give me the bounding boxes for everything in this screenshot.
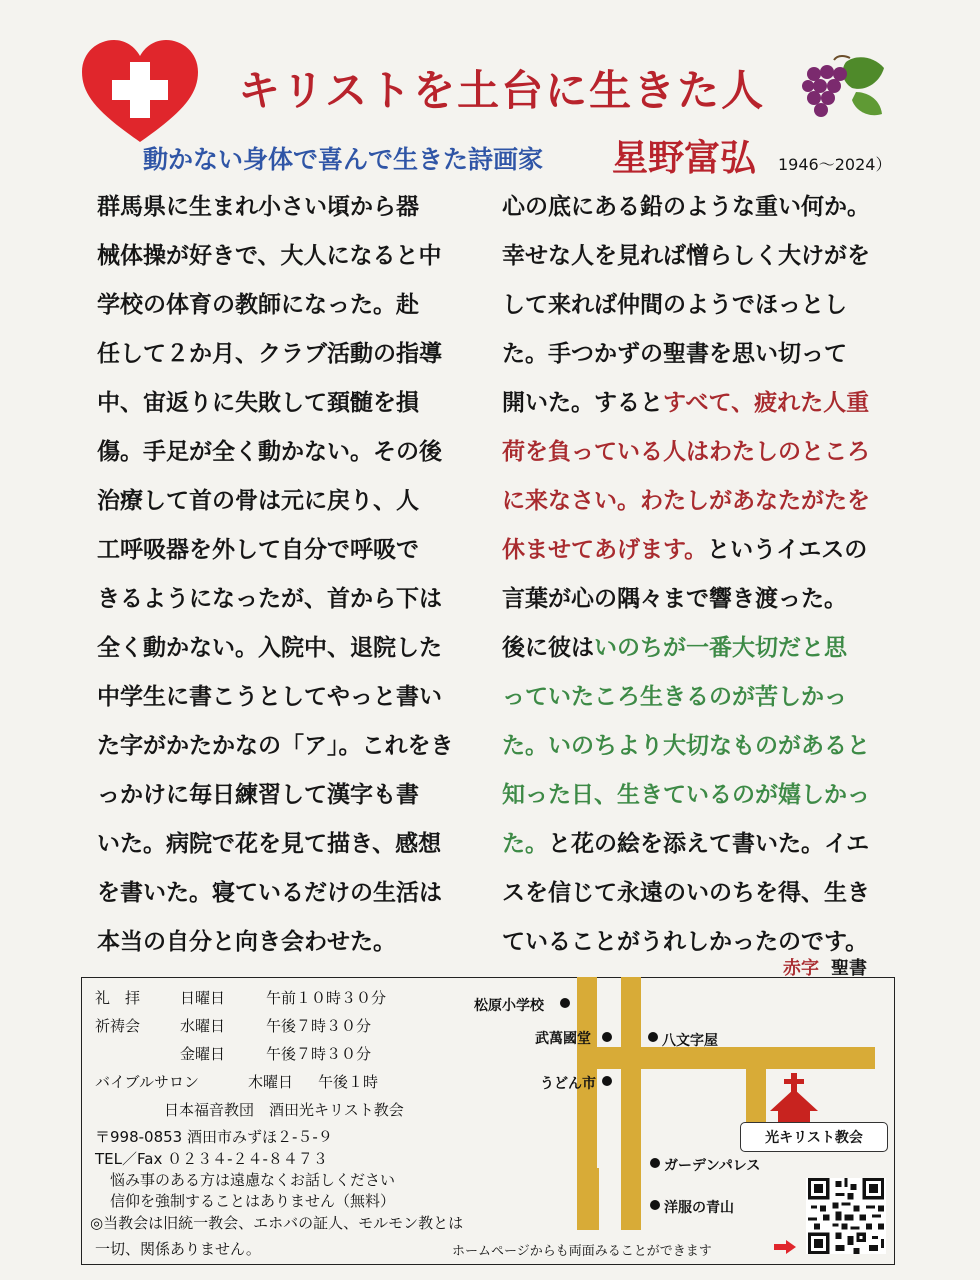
map-marker [650, 1200, 660, 1210]
text-segment: スを信じて永遠のいのちを得、生き [502, 880, 870, 906]
legend-meaning: 聖書 [831, 958, 867, 979]
prayer-day-2: 金曜日 [180, 1045, 226, 1063]
legend-red-label: 赤字 [783, 958, 819, 979]
text-line: っかけに毎日練習して漢字も書 [97, 782, 419, 808]
text-line: 治療して首の骨は元に戻り、人 [97, 488, 419, 514]
text-line: 群馬県に生まれ小さい頃から器 [97, 194, 419, 220]
note-no-force: 信仰を強制することはありません（無料） [110, 1192, 396, 1210]
qr-code-icon [806, 1178, 886, 1254]
text-line [502, 575, 892, 624]
note-consult: 悩み事のある方は遠慮なくお話しください [110, 1171, 396, 1189]
church-organization: 日本福音教団 酒田光キリスト教会 [164, 1101, 404, 1119]
text-line [502, 477, 892, 526]
text-line [502, 869, 892, 918]
person-name: 星野富弘 [612, 138, 757, 179]
text-segment: た。手つかずの聖書を思い切って [502, 341, 847, 367]
prayer-time-2: 午後７時３０分 [266, 1045, 372, 1063]
text-line [502, 330, 892, 379]
salon-day: 木曜日 [248, 1073, 294, 1091]
scripture-segment: 荷を負っている人はわたしのところ [502, 439, 870, 465]
text-line [502, 673, 892, 722]
text-line: 任して２か月、クラブ活動の指導 [97, 341, 442, 367]
text-segment: と花の絵を添えて書いた。イエ [548, 831, 870, 857]
text-segment: 後に彼は [502, 635, 594, 661]
prayer-day-1: 水曜日 [180, 1017, 226, 1035]
worship-label: 礼 拝 [95, 989, 141, 1007]
text-segment: 幸せな人を見れば憎らしく大けがを [502, 243, 870, 269]
text-line: 中学生に書こうとしてやっと書い [97, 684, 442, 710]
subtitle: 動かない身体で喜んで生きた詩画家 [143, 145, 544, 174]
map-label-hachimonji: 八文字屋 [662, 1033, 718, 1049]
text-line [502, 232, 892, 281]
map-marker [650, 1158, 660, 1168]
text-line [502, 428, 892, 477]
poem-segment: いのちが一番大切だと思 [594, 635, 847, 661]
life-years: 1946～2024） [778, 155, 892, 174]
text-line: 傷。手足が全く動かない。その後 [97, 439, 442, 465]
prayer-label: 祈祷会 [95, 1017, 141, 1035]
text-segment: 言葉が心の隅々まで響き渡った。 [502, 586, 847, 612]
worship-time: 午前１０時３０分 [266, 989, 387, 1007]
church-icon [768, 1073, 820, 1123]
left-column-text [97, 183, 467, 967]
poem-segment: 知った日、生きているのが嬉しかっ [502, 782, 870, 808]
map-road [746, 1069, 766, 1127]
map-marker [602, 1076, 612, 1086]
map-marker [560, 998, 570, 1008]
note-disclaimer-2: 一切、関係ありません。 [95, 1240, 261, 1258]
salon-time: 午後１時 [318, 1073, 379, 1091]
worship-day: 日曜日 [180, 989, 226, 1007]
map-label-udon: うどん市 [540, 1076, 596, 1092]
text-line: 本当の自分と向き会わせた。 [97, 929, 396, 955]
text-line: 中、宙返りに失敗して頚髄を損 [97, 390, 419, 416]
text-segment: 心の底にある鉛のような重い何か。 [502, 194, 870, 220]
text-segment: ていることがうれしかったのです。 [502, 929, 869, 955]
map-label-aoyama: 洋服の青山 [664, 1200, 734, 1216]
map-label-school: 松原小学校 [474, 998, 544, 1014]
map-road [577, 1168, 599, 1230]
text-line: 学校の体育の教師になった。赴 [97, 292, 419, 318]
main-title: キリストを土台に生きた人 [238, 66, 766, 115]
text-line: を書いた。寝ているだけの生活は [97, 880, 442, 906]
text-line [502, 281, 892, 330]
poem-segment: た。 [502, 831, 548, 857]
text-line: 械体操が好きで、大人になると中 [97, 243, 442, 269]
map-label-budokan: 武萬國堂 [535, 1031, 591, 1047]
phone-fax: TEL／Fax ０２３４-２４-８４７３ [95, 1150, 328, 1168]
map-label-church: 光キリスト教会 [740, 1122, 888, 1152]
text-line [502, 624, 892, 673]
poem-segment: っていたころ生きるのが苦しかっ [502, 684, 847, 710]
heart-cross-icon [80, 38, 200, 148]
homepage-note: ホームページからも両面みることができます [452, 1244, 712, 1259]
text-segment: して来れば仲間のようでほっとし [502, 292, 847, 318]
text-line [502, 771, 892, 820]
map-road [621, 977, 641, 1230]
scripture-segment: に来なさい。わたしがあなたがたを [502, 488, 870, 514]
text-line [502, 526, 892, 575]
poem-segment: た。いのちより大切なものがあると [502, 733, 870, 759]
text-line [502, 820, 892, 869]
scripture-segment: すべて、疲れた人重 [663, 390, 870, 416]
map-label-garden: ガーデンパレス [664, 1158, 761, 1174]
map-road [597, 1047, 875, 1069]
text-line [502, 379, 892, 428]
address: 〒998-0853 酒田市みずほ２-５-９ [95, 1128, 333, 1146]
text-segment: というイエスの [707, 537, 868, 563]
note-disclaimer: ◎当教会は旧統一教会、エホバの証人、モルモン教とは [90, 1214, 464, 1232]
text-line: た字がかたかなの「ア」。これをき [97, 733, 454, 759]
arrow-right-icon [774, 1240, 796, 1254]
text-line [502, 722, 892, 771]
text-line: きるようになったが、首から下は [97, 586, 442, 612]
text-line: 工呼吸器を外して自分で呼吸で [97, 537, 419, 563]
map-marker [602, 1032, 612, 1042]
right-column-text [502, 183, 892, 967]
text-line: 全く動かない。入院中、退院した [97, 635, 442, 661]
map-marker [648, 1032, 658, 1042]
text-line [502, 183, 892, 232]
salon-label: バイブルサロン [95, 1073, 199, 1091]
text-segment: 開いた。すると [502, 390, 663, 416]
prayer-time-1: 午後７時３０分 [266, 1017, 372, 1035]
scripture-segment: 休ませてあげます。 [502, 537, 708, 563]
grapes-icon [796, 52, 888, 124]
text-line: いた。病院で花を見て描き、感想 [97, 831, 442, 857]
